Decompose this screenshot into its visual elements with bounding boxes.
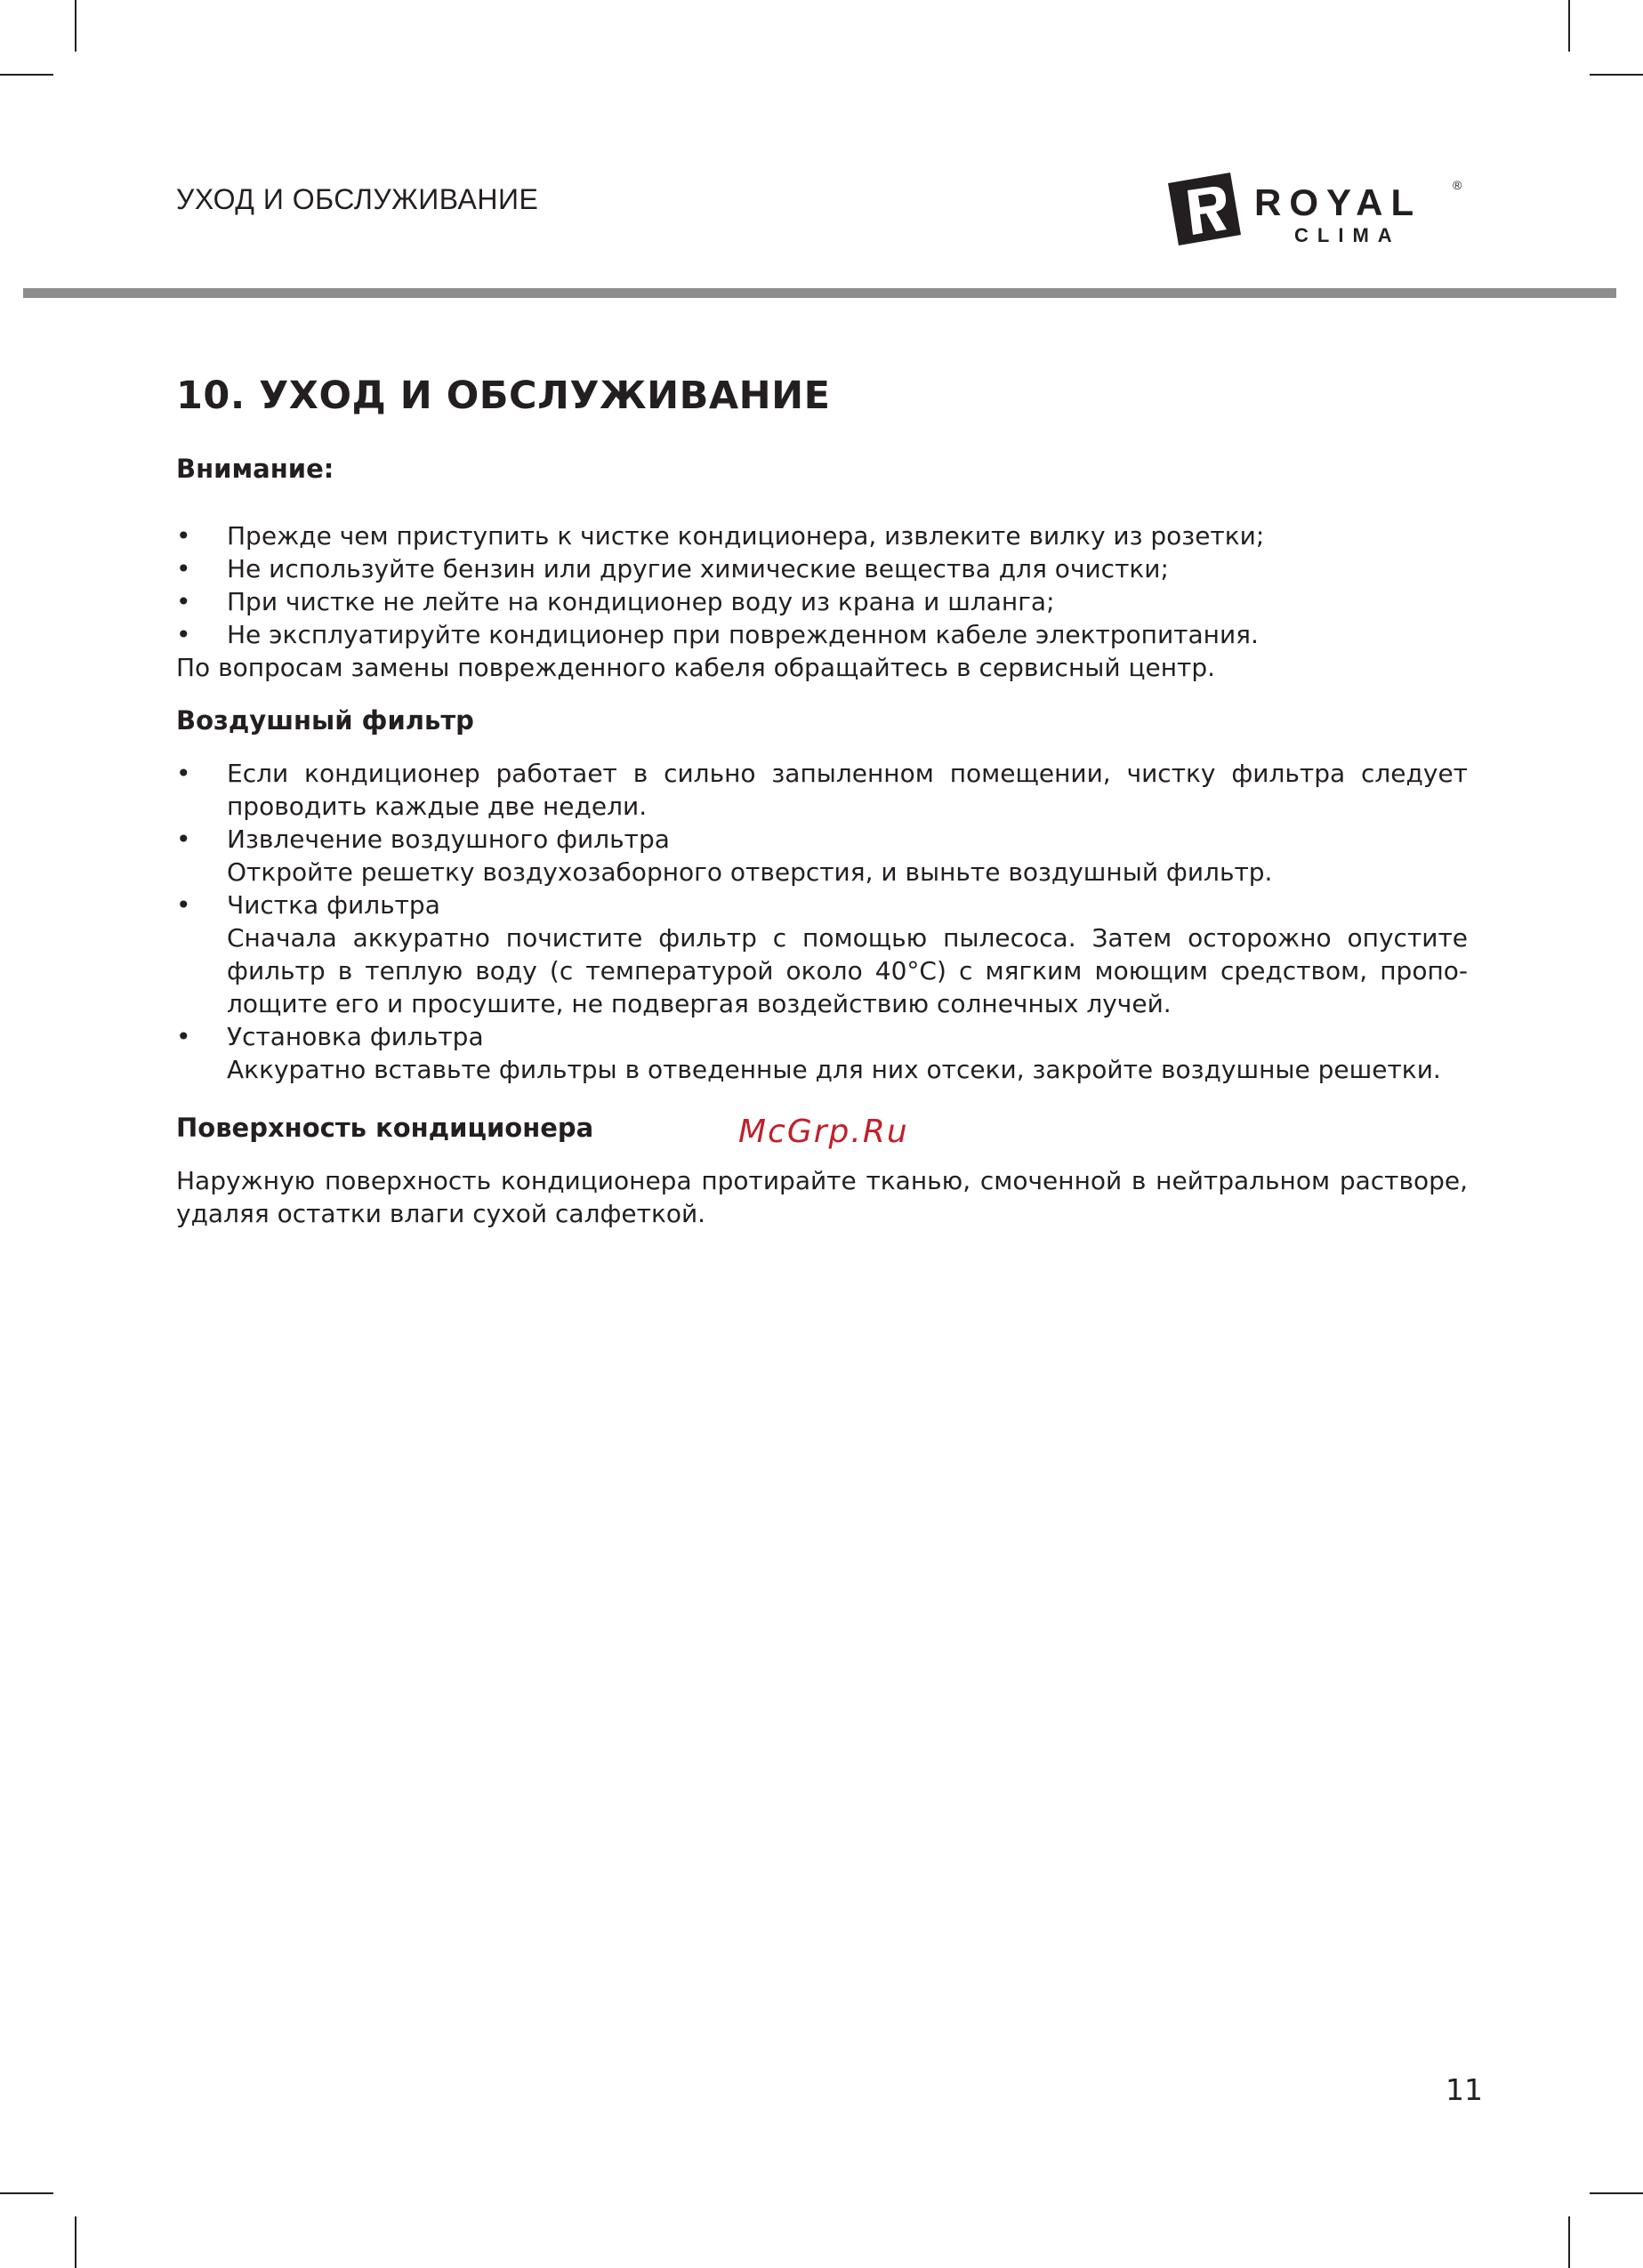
logo-registered-mark: ® <box>1453 178 1462 192</box>
page-number: 11 <box>1446 2072 1483 2107</box>
royal-clima-r-logo-icon <box>1161 169 1250 258</box>
watermark: McGrp.Ru <box>738 1114 909 1150</box>
header-divider <box>23 288 1616 298</box>
brand-logo <box>1161 169 1472 258</box>
attention-heading: Внимание: <box>176 454 334 484</box>
list-item-title: • Установка фильтра <box>227 1022 484 1051</box>
surface-heading: Поверхность кондиционера <box>176 1113 594 1143</box>
page-title: 10. УХОД И ОБСЛУЖИВАНИЕ <box>176 374 831 418</box>
logo-brand-clima: CLIMA <box>1294 224 1401 246</box>
list-item-text: Аккуратно вставьте фильтры в отведенные для них отсеки, закройте воздушные решетки. <box>227 1055 1441 1084</box>
list-item: • При чистке не лейте на кондиционер воду из крана и шланга; <box>176 585 1468 618</box>
attention-note: По вопросам замены поврежденного кабеля обращайтесь в сервисный центр. <box>176 653 1216 682</box>
list-item: • Не эксплуатируйте кондиционер при поврежденном кабеле электропитания. <box>176 618 1468 651</box>
logo-brand-royal: ROYAL <box>1254 181 1422 223</box>
list-item <box>176 1020 1468 1086</box>
list-item <box>176 889 1468 1020</box>
crop-mark <box>75 0 77 52</box>
running-header: УХОД И ОБСЛУЖИВАНИЕ <box>176 183 539 215</box>
surface-text: Наружную поверхность кондиционера протирайте тканью, смоченной в нейтральном растворе, удаляя остатки влаги сухой салфеткой. <box>176 1166 1468 1228</box>
list-item-title: • Извлечение воздушного фильтра <box>227 824 670 854</box>
list-item-title: • Если кондиционер работает в сильно запыленном помещении, чистку фильтра следует проводить каждые две недели. <box>227 759 1468 821</box>
air-filter-list <box>176 757 1468 1086</box>
list-item-text: Сначала аккуратно почистите фильтр с помощью пылесоса. Затем осторожно опустите фильтр в теплую воду (с температурой около 40°C) с мягким моющим средством, пропо-лощите его и просушите, не подвергая воздействию солнечных лучей. <box>227 923 1468 1018</box>
crop-mark <box>75 2216 77 2268</box>
air-filter-heading: Воздушный фильтр <box>176 705 474 736</box>
crop-mark <box>0 2192 53 2194</box>
crop-mark <box>1568 2216 1570 2268</box>
attention-list <box>176 519 1468 651</box>
list-item <box>176 823 1468 889</box>
crop-mark <box>1568 0 1570 52</box>
list-item <box>176 757 1468 823</box>
crop-mark <box>1590 2192 1643 2194</box>
list-item-title: • Чистка фильтра <box>227 890 440 920</box>
list-item-text: Откройте решетку воздухозаборного отверстия, и выньте воздушный фильтр. <box>227 857 1273 887</box>
crop-mark <box>0 74 53 76</box>
list-item: • Прежде чем приступить к чистке кондиционера, извлеките вилку из розетки; <box>176 519 1468 552</box>
page-content <box>176 374 1468 1230</box>
crop-mark <box>1590 74 1643 76</box>
list-item: • Не используйте бензин или другие химические вещества для очистки; <box>176 552 1468 585</box>
